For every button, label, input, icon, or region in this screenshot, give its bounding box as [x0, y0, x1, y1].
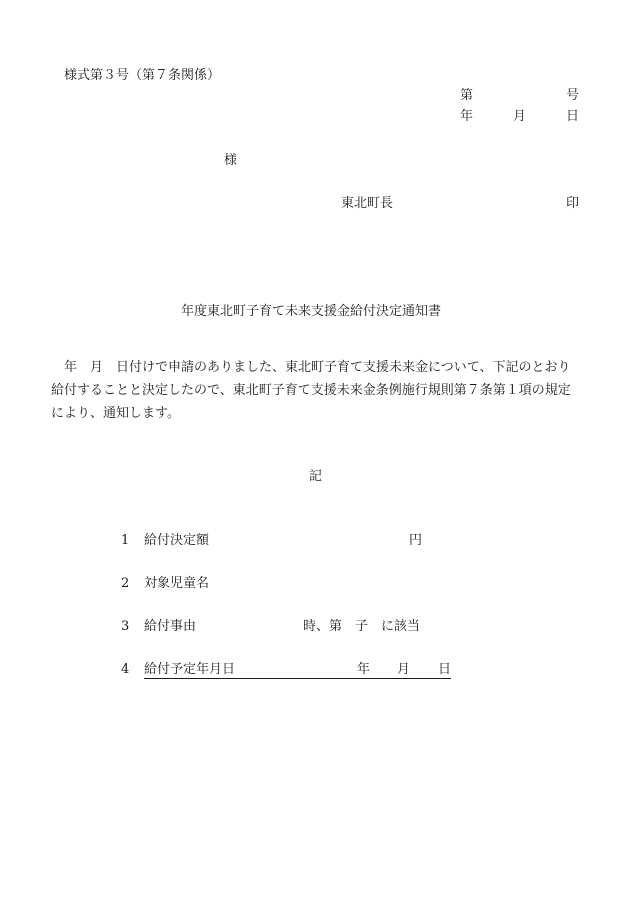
- item-3-label: 給付事由: [144, 619, 197, 634]
- recipient-honorific: 様: [224, 153, 238, 168]
- date-year: 年: [460, 109, 474, 124]
- item-2-label: 対象児童名: [144, 576, 210, 591]
- seal-mark: 印: [566, 196, 580, 211]
- body-paragraph: [51, 356, 579, 425]
- item-1-number: 1: [121, 533, 130, 548]
- date-month: 月: [513, 109, 527, 124]
- item-3-number: 3: [121, 619, 130, 634]
- item-4-day: 日: [438, 662, 452, 677]
- date-day: 日: [566, 109, 580, 124]
- item-1-unit: 円: [409, 533, 423, 548]
- item-4-year: 年: [357, 662, 371, 677]
- body-line-2: 給付することと決定したので、東北町子育て支援未来金条例施行規則第７条第１項の規定: [51, 383, 571, 398]
- document-title: 年度東北町子育て未来支援金給付決定通知書: [181, 304, 442, 319]
- item-1-label: 給付決定額: [144, 533, 210, 548]
- body-line-3: により、通知します。: [51, 406, 180, 421]
- body-line-1: 年 月 日付けで申請のありました、東北町子育て支援未来金について、下記のとおり: [51, 360, 571, 375]
- item-4-number: 4: [121, 662, 130, 677]
- doc-number-prefix: 第: [460, 88, 474, 103]
- item-4-month: 月: [397, 662, 411, 677]
- form-number: 様式第３号（第７条関係）: [64, 68, 221, 83]
- ki-heading: 記: [309, 469, 323, 484]
- item-2-number: 2: [121, 576, 130, 591]
- item-4-underline: [144, 678, 451, 679]
- doc-number-suffix: 号: [566, 88, 580, 103]
- item-3-reason: 時、第 子 に該当: [303, 619, 421, 634]
- sender-title: 東北町長: [341, 196, 394, 211]
- item-4-label: 給付予定年月日: [144, 662, 236, 677]
